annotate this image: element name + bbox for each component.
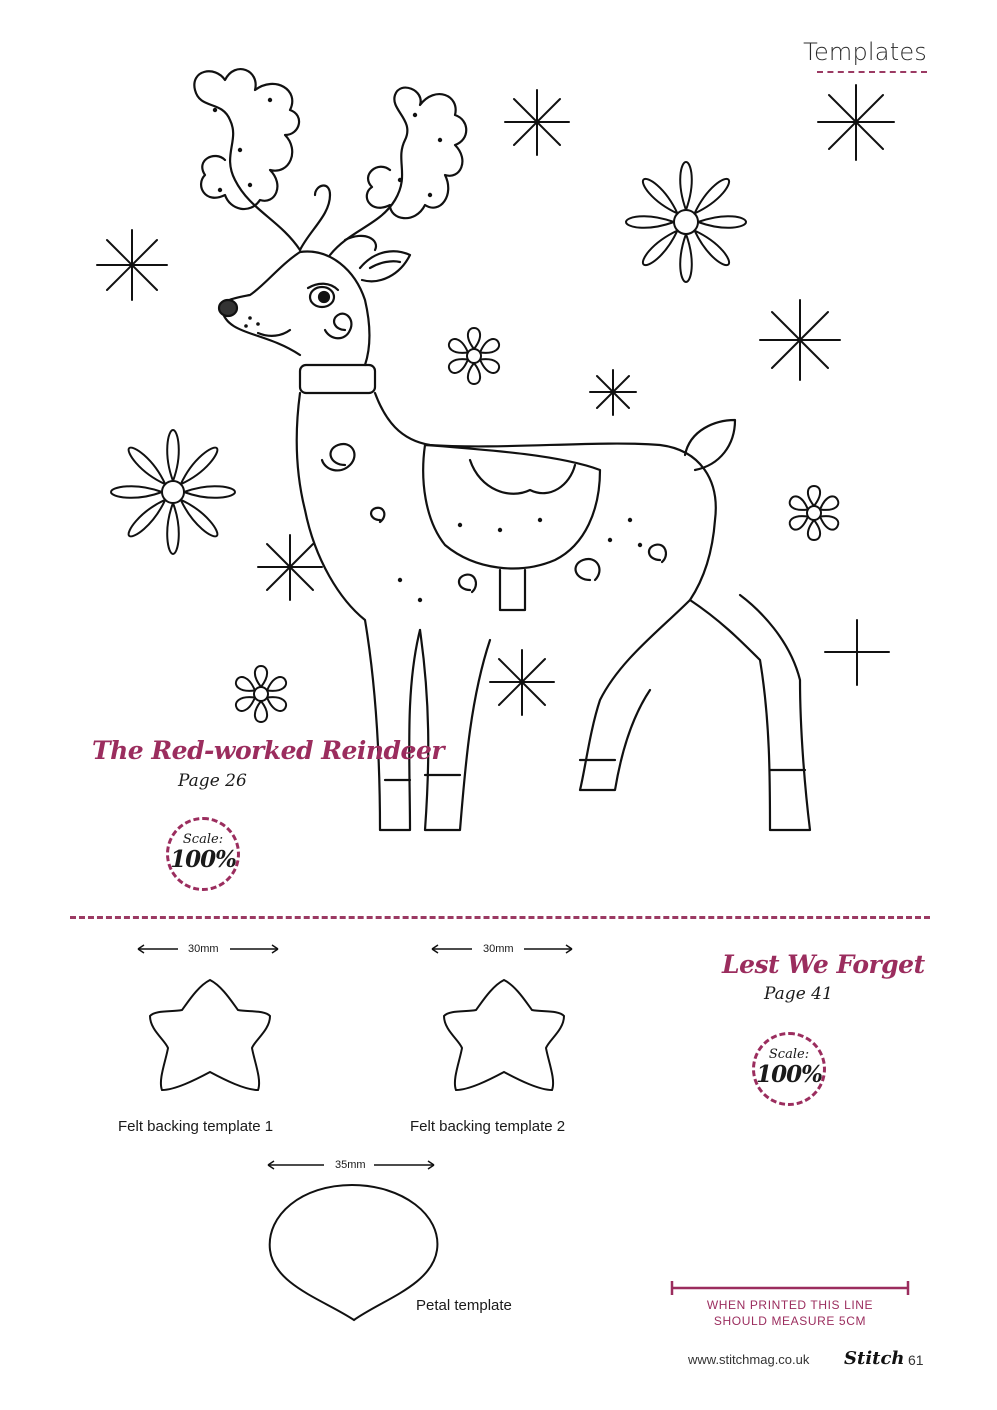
scale-label: Scale:	[768, 1047, 810, 1062]
section-title: Templates	[803, 38, 927, 66]
felt-template-1-shape	[130, 940, 290, 1120]
reindeer-tail	[685, 420, 735, 470]
scale-value: 100%	[170, 846, 236, 873]
lest-we-forget-page-ref: Page 41	[764, 984, 833, 1004]
scale-label: Scale:	[182, 832, 224, 847]
left-antler	[194, 69, 300, 250]
footer-page-number: 61	[908, 1352, 924, 1368]
scale-value: 100%	[756, 1061, 822, 1088]
felt-2-caption: Felt backing template 2	[410, 1118, 566, 1135]
reindeer-page-ref: Page 26	[178, 771, 247, 791]
section-divider	[70, 916, 930, 919]
reindeer-saddle	[423, 445, 600, 568]
print-note	[670, 1297, 910, 1329]
felt-2-dimension: 30mm	[483, 943, 514, 955]
footer-url[interactable]: www.stitchmag.co.uk	[688, 1352, 810, 1367]
print-note-line-1: WHEN PRINTED THIS LINE	[706, 1298, 874, 1312]
lest-we-forget-title: Lest We Forget	[722, 950, 925, 979]
petal-caption: Petal template	[416, 1297, 512, 1314]
felt-1-dimension: 30mm	[188, 943, 219, 955]
reindeer-ear	[360, 251, 410, 281]
reindeer-title: The Red-worked Reindeer	[92, 736, 445, 765]
print-note-line-2: SHOULD MEASURE 5CM	[713, 1314, 867, 1328]
lest-we-forget-scale-badge	[752, 1032, 826, 1106]
snowflake-icons	[97, 85, 894, 715]
right-antler	[330, 88, 466, 255]
reindeer-collar	[300, 365, 375, 393]
felt-template-2-shape	[424, 940, 584, 1120]
felt-1-caption: Felt backing template 1	[118, 1118, 274, 1135]
footer-brand-logo: Stitch	[844, 1348, 905, 1369]
petal-dimension: 35mm	[335, 1159, 366, 1171]
calibration-line	[670, 1280, 910, 1296]
reindeer-scale-badge	[166, 817, 240, 891]
